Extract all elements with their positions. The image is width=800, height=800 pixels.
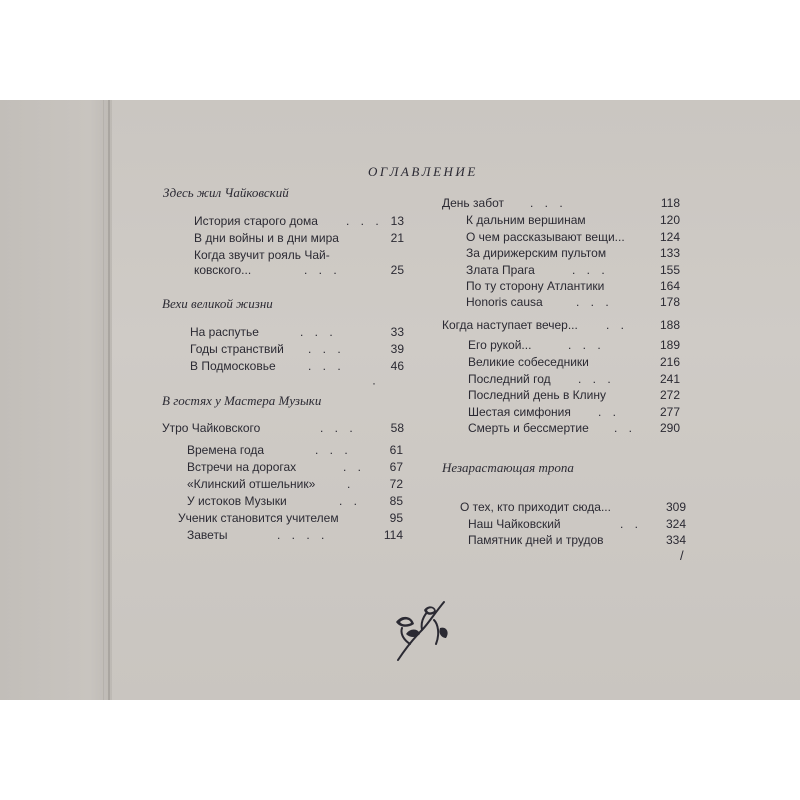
toc-entry-page: 39 [390,342,404,356]
page-fold-line [103,100,104,700]
toc-entry-title: В дни войны и в дни мира [194,231,339,245]
toc-entry-leader: . . . [308,359,345,373]
toc-entry[interactable] [466,246,680,261]
toc-entry-page: 95 [389,511,403,525]
toc-entry[interactable] [442,196,680,211]
toc-entry-title: О чем рассказывают вещи... [466,230,625,244]
toc-title: ОГЛАВЛЕНИЕ [368,164,478,179]
toc-entry[interactable] [194,214,404,229]
toc-entry-leader: . . . [300,325,337,339]
toc-entry[interactable] [468,405,680,420]
ink-mark: / [680,548,684,563]
toc-entry[interactable] [187,494,403,509]
toc-entry-leader: . . . [572,263,609,277]
toc-entry[interactable] [178,511,403,526]
toc-entry-title: Заветы [187,528,228,542]
toc-entry-page: 21 [390,231,404,245]
toc-entry-title: День забот [442,196,504,210]
toc-entry-leader: . . . [576,295,613,309]
toc-entry-title: О тех, кто приходит сюда... [460,500,611,514]
toc-entry-page: 155 [659,263,680,277]
toc-entry-leader: . . [598,405,621,419]
toc-entry-page: 164 [659,279,680,293]
toc-entry-leader: . . [614,421,637,435]
toc-entry-page: 72 [389,477,403,491]
toc-entry-title: Злата Прага [466,263,535,277]
toc-entry-leader: . . . [530,196,567,210]
toc-entry[interactable] [468,338,680,353]
toc-entry-page: 13 [390,214,404,228]
toc-entry-title: ковского... [194,263,252,277]
toc-entry-page: 216 [659,355,680,369]
page-fold-shadow [108,100,110,700]
toc-entry-title: У истоков Музыки [187,494,287,508]
toc-entry[interactable] [187,460,403,475]
section-heading: В гостях у Мастера Музыки [162,393,322,408]
toc-entry[interactable] [194,248,404,263]
toc-entry-leader: . . [620,517,643,531]
toc-entry-title: Ученик становится учителем [178,511,339,525]
toc-entry[interactable] [468,372,680,387]
toc-entry-page: 324 [665,517,686,531]
leaf-branch-icon [388,594,458,664]
toc-entry-title: Honoris causa [466,295,543,309]
toc-entry-page: 114 [383,528,403,542]
section-heading: Здесь жил Чайковский [163,185,289,200]
section-heading: Вехи великой жизни [162,296,273,311]
toc-entry-page: 188 [659,318,680,332]
toc-entry-leader: . . . [346,214,383,228]
toc-entry[interactable] [468,517,686,532]
toc-entry-leader: . . [339,494,362,508]
toc-entry-leader: . . . [308,342,345,356]
toc-entry-title: Наш Чайковский [468,517,561,531]
toc-entry-page: 67 [389,460,403,474]
toc-entry-title: Когда звучит рояль Чай- [194,248,330,262]
toc-entry-page: 178 [659,295,680,309]
toc-entry-title: Памятник дней и трудов [468,533,604,547]
toc-entry-title: Его рукой... [468,338,532,352]
toc-entry-page: 277 [659,405,680,419]
toc-entry-leader: . . . . [277,528,329,542]
toc-entry-title: Когда наступает вечер... [442,318,578,332]
toc-entry[interactable] [468,388,680,403]
toc-entry[interactable] [466,213,680,228]
toc-entry[interactable] [466,263,680,278]
toc-entry[interactable] [468,533,686,548]
toc-entry[interactable] [466,279,680,294]
toc-entry-title: В Подмосковье [190,359,276,373]
toc-entry-title: За дирижерским пультом [466,246,607,260]
toc-entry[interactable] [187,443,403,458]
toc-entry[interactable] [442,318,680,333]
toc-entry-page: 46 [390,359,404,373]
book-photo [0,100,800,700]
toc-entry[interactable] [190,359,404,374]
toc-entry-title: Смерть и бессмертие [468,421,589,435]
toc-entry-page: 124 [659,230,680,244]
toc-entry[interactable] [468,355,680,370]
toc-entry-page: 33 [390,325,404,339]
toc-entry-leader: . . [606,318,629,332]
toc-entry-page: 189 [659,338,680,352]
toc-entry-title: Годы странствий [190,342,284,356]
toc-entry-leader: . . [343,460,366,474]
toc-entry-page: 309 [665,500,686,514]
section-heading: Незарастающая тропа [442,460,574,475]
toc-entry-title: Последний год [468,372,551,386]
toc-entry-page: 25 [390,263,404,277]
toc-entry[interactable] [466,295,680,310]
toc-entry-page: 85 [389,494,403,508]
toc-entry-title: История старого дома [194,214,318,228]
toc-entry-page: 334 [665,533,686,547]
toc-entry[interactable] [190,325,404,340]
left-page-edge [0,100,112,700]
toc-entry-leader: . . . [315,443,352,457]
toc-entry-page: 290 [659,421,680,435]
toc-entry-page: 61 [389,443,403,457]
toc-entry-title: Утро Чайковского [162,421,261,435]
toc-entry-title: Великие собеседники [468,355,589,369]
page-speck: · [372,376,376,390]
toc-entry-leader: . . . [568,338,605,352]
toc-entry[interactable] [466,230,680,245]
toc-entry-title: Встречи на дорогах [187,460,297,474]
toc-entry-title: «Клинский отшельник» [187,477,316,491]
toc-entry-page: 272 [659,388,680,402]
toc-entry-page: 133 [659,246,680,260]
toc-entry-title: Времена года [187,443,265,457]
toc-entry[interactable] [162,421,404,436]
toc-entry[interactable] [460,500,686,515]
toc-entry-page: 120 [659,213,680,227]
toc-entry-page: 118 [660,196,680,210]
toc-entry-title: Последний день в Клину [468,388,606,402]
toc-entry-title: К дальним вершинам [466,213,586,227]
toc-entry[interactable] [194,263,404,278]
toc-entry-page: 58 [390,421,404,435]
toc-entry-page: 241 [659,372,680,386]
toc-entry[interactable] [468,421,680,436]
toc-entry[interactable] [190,342,404,357]
toc-entry[interactable] [187,528,403,543]
toc-entry-leader: . . . [578,372,615,386]
toc-entry-title: Шестая симфония [468,405,571,419]
toc-entry-title: По ту сторону Атлантики [466,279,605,293]
toc-entry-title: На распутье [190,325,259,339]
toc-entry-leader: . . . [304,263,341,277]
toc-entry[interactable] [187,477,403,492]
toc-entry-leader: . [347,477,355,491]
toc-entry[interactable] [194,231,404,246]
toc-entry-leader: . . . [320,421,357,435]
